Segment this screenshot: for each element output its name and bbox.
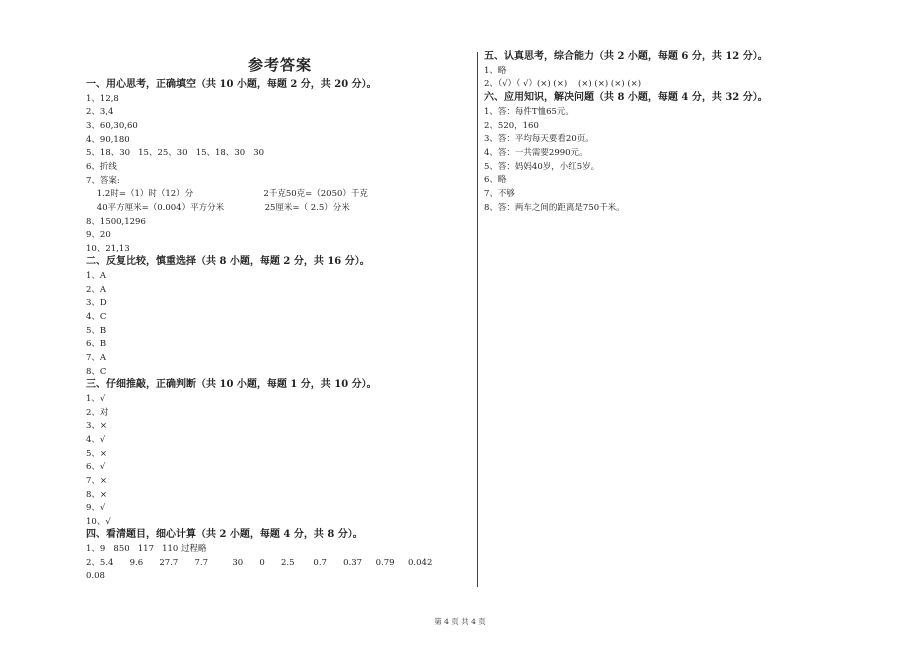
answer-line: 6、折线 <box>86 161 117 172</box>
answer-line: 8、× <box>86 489 108 500</box>
answer-line: 1、12,8 <box>86 93 119 104</box>
answer-line: 6、略 <box>484 175 507 186</box>
answer-line: 2、（√）（ √）(×) (×) (×) (×) (×) (×) <box>484 79 642 90</box>
answer-line: 4、答：一共需要2990元。 <box>484 147 588 158</box>
answer-line: 5、答：妈妈40岁，小红5岁。 <box>484 161 600 172</box>
answer-line: 3、答：平均每天要看20页。 <box>484 134 594 145</box>
answer-line: 8、C <box>86 366 107 377</box>
section-heading: 二、反复比较，慎重选择（共 8 小题，每题 2 分，共 16 分）。 <box>86 256 370 268</box>
answer-line: 3、D <box>86 298 107 309</box>
answer-line: 3、× <box>86 421 108 432</box>
page-footer: 第 4 页 共 4 页 <box>434 617 486 626</box>
section-heading: 四、看清题目，细心计算（共 2 小题，每题 4 分，共 8 分）。 <box>86 529 363 541</box>
answer-line: 7、× <box>86 475 108 486</box>
answer-line: 1、A <box>86 271 107 282</box>
column-divider <box>477 52 478 587</box>
answer-line: 1、√ <box>86 393 106 404</box>
answer-line: 5、18、30 15、25、30 15、18、30 30 <box>86 148 265 159</box>
answer-line: 8、1500,1296 <box>86 216 146 227</box>
answer-line: 7、A <box>86 353 107 363</box>
section-heading: 六、应用知识，解决问题（共 8 小题，每题 4 分，共 32 分）。 <box>484 92 768 104</box>
answer-line: 9、20 <box>86 230 111 241</box>
answer-line: 2、5.4 9.6 27.7 7.7 30 0 2.5 0.7 0.37 0.79 0.042 <box>86 557 433 568</box>
page-title: 参考答案 <box>248 56 313 74</box>
answer-line: 1.2时=（1）时（12）分 2千克50克=（2050）千克 <box>86 189 368 200</box>
section-heading: 五、认真思考，综合能力（共 2 小题，每题 6 分，共 12 分）。 <box>484 51 768 62</box>
answer-line: 2、3,4 <box>86 107 114 118</box>
answer-line: 5、B <box>86 325 107 336</box>
answer-line: 4、C <box>86 312 107 323</box>
answer-line: 10、21,13 <box>86 243 130 254</box>
answer-line: 2、520，160 <box>484 120 539 131</box>
answer-line: 7、不够 <box>484 189 515 199</box>
answer-line: 7、答案: <box>86 175 120 186</box>
answer-line: 2、A <box>86 284 107 295</box>
answer-line: 40平方厘米=（0.004）平方分米 25厘米=（ 2.5）分米 <box>86 202 350 213</box>
answer-line: 6、B <box>86 339 107 350</box>
section-heading: 一、用心思考，正确填空（共 10 小题，每题 2 分，共 20 分）。 <box>86 79 377 90</box>
answer-line: 8、答：两车之间的距离是750千米。 <box>484 202 625 213</box>
answer-line: 2、对 <box>86 407 109 418</box>
answer-line: 0.08 <box>86 571 105 582</box>
answer-line: 1、9 850 117 110 过程略 <box>86 544 207 555</box>
answer-line: 3、60,30,60 <box>86 120 138 131</box>
answer-line: 4、90,180 <box>86 134 130 145</box>
answer-line: 1、答：每件T恤65元。 <box>484 106 574 117</box>
answer-line: 10、√ <box>86 516 111 527</box>
answer-line: 6、√ <box>86 462 106 473</box>
section-heading: 三、仔细推敲，正确判断（共 10 小题，每题 1 分，共 10 分）。 <box>86 379 377 391</box>
answer-line: 5、× <box>86 448 108 459</box>
answer-line: 9、√ <box>86 503 106 514</box>
answer-line: 1、略 <box>484 65 507 76</box>
answer-line: 4、√ <box>86 434 106 445</box>
